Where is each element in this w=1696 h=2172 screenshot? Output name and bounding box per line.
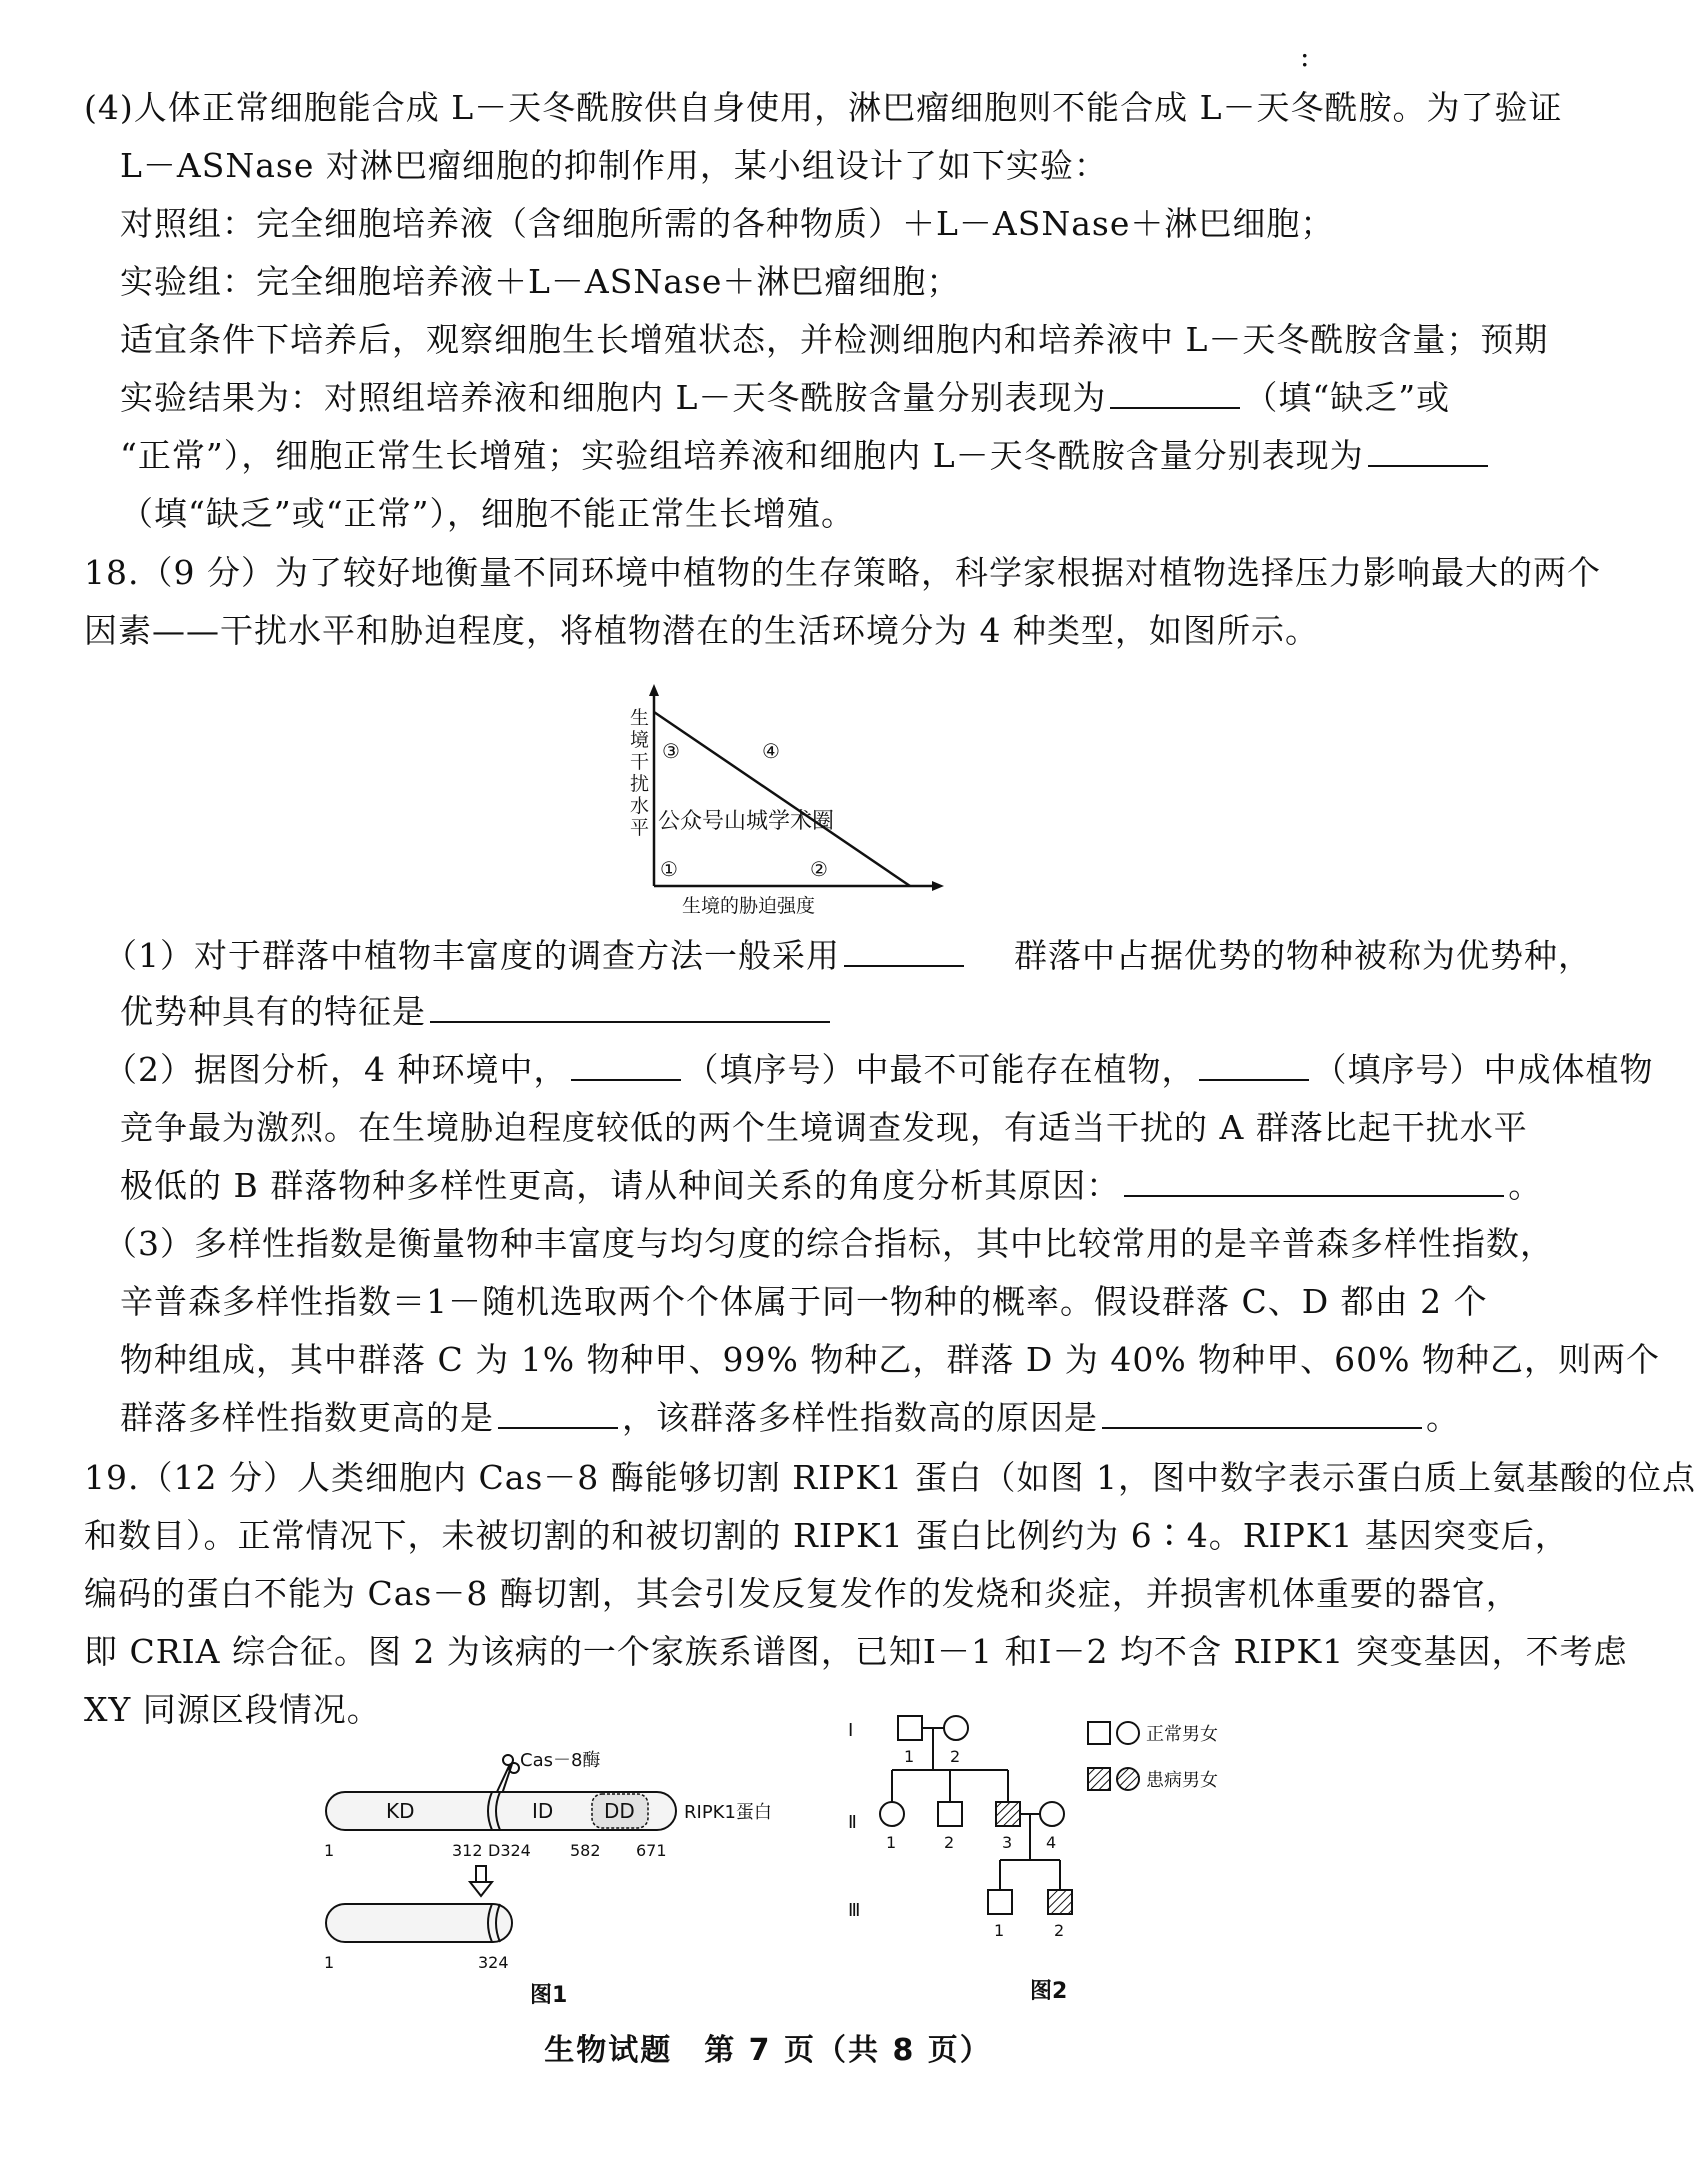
answer-blank[interactable] xyxy=(1199,1049,1309,1081)
y-axis-label-char: 境 xyxy=(630,729,650,751)
q18-2-line2: 竞争最为激烈。在生境胁迫程度较低的两个生境调查发现，有适当干扰的 A 群落比起干扰水平 xyxy=(120,1108,1528,1147)
pedigree-male-normal xyxy=(938,1802,962,1826)
figure-2-caption: 图2 xyxy=(1030,1979,1068,2004)
down-arrow-icon xyxy=(470,1866,492,1896)
q17-4-line6 xyxy=(120,376,1450,420)
corner-mark: : xyxy=(1300,40,1310,73)
q17-4-line7-text: “正常”），细胞正常生长增殖；实验组培养液和细胞内 L－天冬酰胺含量分别表现为 xyxy=(120,436,1364,475)
scissors-icon xyxy=(496,1755,519,1794)
x-axis-label: 生境的胁迫强度 xyxy=(682,895,816,917)
tick-label: D324 xyxy=(488,1841,531,1860)
q19-stem-line2: 和数目）。正常情况下，未被切割的和被切割的 RIPK1 蛋白比例约为 6∶4。RIPK1 基因突变后， xyxy=(84,1516,1569,1555)
pedigree-male-normal xyxy=(898,1716,922,1740)
habitat-triangle-figure xyxy=(610,680,950,920)
q18-3-text2: ，该群落多样性指数高的原因是 xyxy=(622,1398,1098,1437)
individual-number: 1 xyxy=(886,1833,897,1852)
triangle-hypotenuse xyxy=(654,712,910,886)
legend-male-normal-icon xyxy=(1088,1722,1110,1744)
individual-number: 1 xyxy=(994,1921,1005,1940)
tick-label: 1 xyxy=(324,1841,335,1860)
kd-domain-label: KD xyxy=(386,1799,415,1823)
q18-2-text3: （填序号）中成体植物 xyxy=(1313,1050,1654,1089)
individual-number: 2 xyxy=(1054,1921,1065,1940)
q17-4-line7 xyxy=(120,434,1492,478)
q17-4-line2: L－ASNase 对淋巴瘤细胞的抑制作用，某小组设计了如下实验： xyxy=(120,146,1108,185)
legend-female-affected-icon xyxy=(1117,1768,1139,1790)
q19-stem-line4: 即 CRIA 综合征。图 2 为该病的一个家族系谱图，已知Ⅰ－1 和Ⅰ－2 均不含 RIPK1 突变基因，不考虑 xyxy=(84,1632,1628,1671)
figure-1-ripk1-protein xyxy=(310,1740,810,2010)
generation-label: Ⅲ xyxy=(848,1900,861,1921)
individual-number: 4 xyxy=(1046,1833,1057,1852)
y-axis-arrow-icon xyxy=(649,684,659,696)
q18-3-text: 群落多样性指数更高的是 xyxy=(120,1398,494,1437)
q17-4-line1: (4)人体正常细胞能合成 L－天冬酰胺供自身使用，淋巴瘤细胞则不能合成 L－天冬酰胺。为了验证 xyxy=(84,88,1563,127)
q18-3-line4 xyxy=(120,1396,1460,1440)
tick-label: 312 xyxy=(452,1841,483,1860)
q17-4-line5: 适宜条件下培养后，观察细胞生长增殖状态，并检测细胞内和培养液中 L－天冬酰胺含量；预期 xyxy=(120,320,1549,359)
q18-2-text2: （填序号）中最不可能存在植物， xyxy=(685,1050,1196,1089)
individual-number: 2 xyxy=(944,1833,955,1852)
q17-4-line6-text2: （填“缺乏”或 xyxy=(1244,378,1451,417)
individual-number: 3 xyxy=(1002,1833,1013,1852)
q18-3-line1: （3）多样性指数是衡量物种丰富度与均匀度的综合指标，其中比较常用的是辛普森多样性指数， xyxy=(104,1224,1554,1263)
tick-label: 671 xyxy=(636,1841,667,1860)
legend-male-affected-icon xyxy=(1088,1768,1110,1790)
q19-stem-line5: XY 同源区段情况。 xyxy=(84,1690,381,1729)
x-axis-arrow-icon xyxy=(932,881,944,891)
pedigree-female-normal xyxy=(1040,1802,1064,1826)
cas8-enzyme-label: Cas－8酶 xyxy=(520,1750,601,1771)
pedigree-female-normal xyxy=(944,1716,968,1740)
legend-normal-label: 正常男女 xyxy=(1146,1724,1218,1745)
id-domain-label: ID xyxy=(532,1799,554,1823)
y-axis-label-char: 平 xyxy=(630,817,650,839)
y-axis-label-char: 生 xyxy=(630,707,650,729)
q18-3-line2: 辛普森多样性指数＝1－随机选取两个个体属于同一物种的概率。假设群落 C、D 都由 2 个 xyxy=(120,1282,1488,1321)
legend-female-normal-icon xyxy=(1117,1722,1139,1744)
answer-blank[interactable] xyxy=(430,991,830,1023)
page-footer: 生物试题 第 7 页（共 8 页） xyxy=(544,2033,992,2068)
individual-number: 1 xyxy=(904,1747,915,1766)
q17-4-line8: （填“缺乏”或“正常”），细胞不能正常生长增殖。 xyxy=(120,494,855,533)
q18-2-text5: 。 xyxy=(1508,1166,1543,1205)
tick-label: 324 xyxy=(478,1953,509,1972)
q18-2-line3 xyxy=(120,1164,1542,1208)
dd-domain-label: DD xyxy=(604,1799,635,1823)
q17-4-line4: 实验组：完全细胞培养液＋L－ASNase＋淋巴瘤细胞； xyxy=(120,262,961,301)
y-axis-label-char: 扰 xyxy=(630,773,650,795)
pedigree-male-affected xyxy=(1048,1890,1072,1914)
q18-2-text: （2）据图分析，4 种环境中， xyxy=(104,1050,568,1089)
y-axis-label-char: 干 xyxy=(630,751,650,773)
pedigree-female-normal xyxy=(880,1802,904,1826)
zone-3-label: ③ xyxy=(662,739,680,763)
q18-3-line3: 物种组成，其中群落 C 为 1% 物种甲、99% 物种乙，群落 D 为 40% 物种甲、60% 物种乙，则两个 xyxy=(120,1340,1660,1379)
q18-3-text3: 。 xyxy=(1426,1398,1460,1437)
answer-blank[interactable] xyxy=(1102,1397,1422,1429)
figure-1-caption: 图1 xyxy=(530,1983,568,2008)
q17-4-line3: 对照组：完全细胞培养液（含细胞所需的各种物质）＋L－ASNase＋淋巴细胞； xyxy=(120,204,1335,243)
zone-2-label: ② xyxy=(810,857,828,881)
tick-label: 582 xyxy=(570,1841,601,1860)
legend-affected-label: 患病男女 xyxy=(1146,1770,1218,1791)
zone-4-label: ④ xyxy=(762,739,780,763)
y-axis-label-char: 水 xyxy=(630,795,650,817)
figure-2-pedigree xyxy=(840,1700,1280,2010)
q18-1-text2: 群落中占据优势的物种被称为优势种， xyxy=(1013,936,1592,975)
answer-blank[interactable] xyxy=(498,1397,618,1429)
q18-1-line1 xyxy=(104,934,1592,978)
tick-label: 1 xyxy=(324,1953,335,1972)
cleaved-fragment-bar xyxy=(326,1904,512,1942)
answer-blank[interactable] xyxy=(1124,1165,1504,1197)
q18-1-line2 xyxy=(120,990,834,1034)
q19-stem-line3: 编码的蛋白不能为 Cas－8 酶切割，其会引发反复发作的发烧和炎症，并损害机体重要的器官， xyxy=(84,1574,1520,1613)
answer-blank[interactable] xyxy=(1110,377,1240,409)
pedigree-male-normal xyxy=(988,1890,1012,1914)
q17-4-line6-text: 实验结果为：对照组培养液和细胞内 L－天冬酰胺含量分别表现为 xyxy=(120,378,1107,417)
q18-2-line1 xyxy=(104,1048,1653,1092)
watermark-text: 公众号山城学术圈 xyxy=(658,809,835,834)
q18-2-text4: 极低的 B 群落物种多样性更高，请从种间关系的角度分析其原因： xyxy=(120,1166,1121,1205)
ripk1-protein-label: RIPK1蛋白 xyxy=(684,1802,772,1823)
q19-stem-line1: 19.（12 分）人类细胞内 Cas－8 酶能够切割 RIPK1 蛋白（如图 1，图中数字表示蛋白质上氨基酸的位点 xyxy=(84,1458,1696,1497)
answer-blank[interactable] xyxy=(844,935,964,967)
generation-label: Ⅱ xyxy=(848,1812,857,1833)
q18-stem-line2: 因素——干扰水平和胁迫程度，将植物潜在的生活环境分为 4 种类型，如图所示。 xyxy=(84,611,1319,650)
individual-number: 2 xyxy=(950,1747,961,1766)
q18-1-text3: 优势种具有的特征是 xyxy=(120,992,426,1031)
generation-label: Ⅰ xyxy=(848,1720,854,1741)
pedigree-male-affected xyxy=(996,1802,1020,1826)
zone-1-label: ① xyxy=(660,857,678,881)
q18-stem-line1: 18.（9 分）为了较好地衡量不同环境中植物的生存策略，科学家根据对植物选择压力影响最大的两个 xyxy=(84,553,1601,592)
answer-blank[interactable] xyxy=(571,1049,681,1081)
answer-blank[interactable] xyxy=(1368,435,1488,467)
q18-1-text: （1）对于群落中植物丰富度的调查方法一般采用 xyxy=(104,936,840,975)
